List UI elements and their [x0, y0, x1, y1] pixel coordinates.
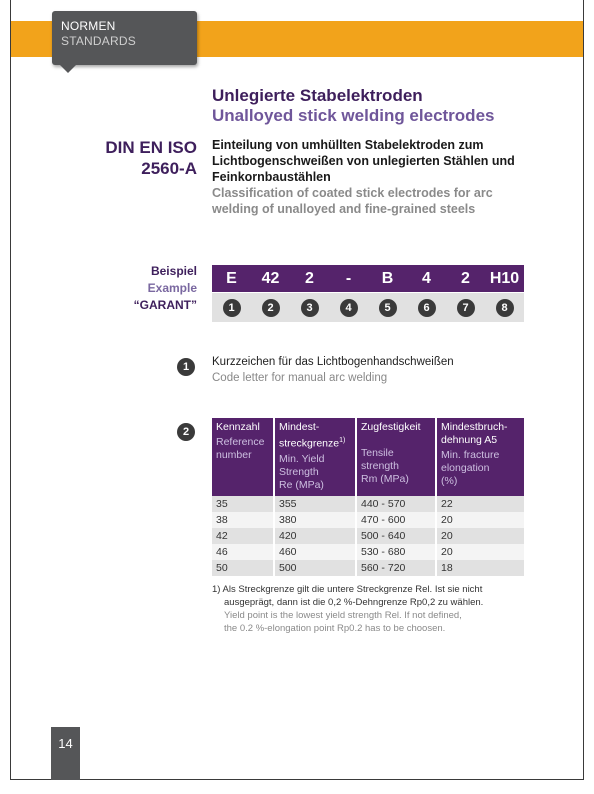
code-cell: 4 — [422, 269, 431, 287]
table-row — [212, 528, 524, 544]
table-cell: 22 — [436, 496, 524, 512]
example-product-name: “GARANT” — [133, 298, 197, 312]
section-tab-label-en: STANDARDS — [61, 34, 136, 48]
table-header-reference: Kennzahl Reference number — [212, 418, 274, 496]
table-cell: 560 - 720 — [356, 560, 436, 576]
norm-label-line2: 2560-A — [141, 159, 197, 178]
table-cell: 380 — [274, 512, 356, 528]
table-cell: 50 — [212, 560, 274, 576]
code-cell: 2 — [305, 269, 314, 287]
position-number-badge: 1 — [223, 299, 241, 317]
code-cell: 2 — [461, 269, 470, 287]
footnote-en-line2: the 0.2 %-elongation point Rp0.2 has to be choosen. — [224, 623, 446, 634]
example-label-de: Beispiel — [150, 264, 197, 278]
section-tab — [52, 11, 197, 65]
table-cell: 500 - 640 — [356, 528, 436, 544]
page-title-en: Unalloyed stick welding electrodes — [212, 106, 495, 125]
position-number-badge: 6 — [418, 299, 436, 317]
position-number-badge: 4 — [340, 299, 358, 317]
section1-text-de: Kurzzeichen für das Lichtbogenhandschweißen — [212, 356, 454, 368]
table-cell: 20 — [436, 512, 524, 528]
table-cell: 500 — [274, 560, 356, 576]
code-cell: E — [226, 269, 237, 287]
yield-strength-table — [212, 418, 524, 576]
page-title-de: Unlegierte Stabelektroden — [212, 86, 423, 105]
table-cell: 38 — [212, 512, 274, 528]
table-cell: 420 — [274, 528, 356, 544]
table-cell: 20 — [436, 528, 524, 544]
table-cell: 460 — [274, 544, 356, 560]
position-number-badge: 5 — [379, 299, 397, 317]
table-cell: 470 - 600 — [356, 512, 436, 528]
section-tab-label-de: NORMEN — [61, 19, 116, 33]
code-cell: - — [345, 269, 352, 287]
table-footnote — [212, 583, 532, 635]
table-cell: 18 — [436, 560, 524, 576]
code-cell: B — [381, 269, 394, 287]
table-cell: 530 - 680 — [356, 544, 436, 560]
classification-text-de: Einteilung von umhüllten Stabelektroden zum Lichtbogenschweißen von unlegierten Stählen und Feinkornbaustählen — [212, 138, 515, 184]
position-number-badge: 2 — [262, 299, 280, 317]
designation-code-row — [212, 265, 524, 292]
page-number: 14 — [51, 727, 80, 780]
footnote-de-line2: ausgeprägt, dann ist die 0,2 %-Dehngrenze Rp0,2 zu wählen. — [224, 597, 484, 608]
table-row — [212, 544, 524, 560]
table-cell: 46 — [212, 544, 274, 560]
table-header-tensile-strength: Zugfestigkeit Tensile strength Rm (MPa) — [356, 418, 436, 496]
table-row — [212, 496, 524, 512]
norm-label-line1: DIN EN ISO — [105, 138, 197, 157]
table-cell: 42 — [212, 528, 274, 544]
table-cell: 35 — [212, 496, 274, 512]
footnote-de-line1: 1) Als Streckgrenze gilt die untere Streckgrenze Rel. Ist sie nicht — [212, 584, 483, 595]
section-marker-2: 2 — [177, 423, 195, 441]
table-cell: 20 — [436, 544, 524, 560]
table-row — [212, 560, 524, 576]
code-cell: H10 — [489, 269, 520, 287]
footnote-en-line1: Yield point is the lowest yield strength Rel. If not defined, — [224, 610, 462, 621]
example-label-en: Example — [147, 281, 197, 295]
table-cell: 355 — [274, 496, 356, 512]
table-header-yield-strength: Mindest- streckgrenze$^{1)}$ Min. Yield Strength Re (MPa) — [274, 418, 356, 496]
table-row — [212, 512, 524, 528]
classification-text-en: Classification of coated stick electrodes for arc welding of unalloyed and fine-grained steels — [212, 186, 493, 216]
position-number-badge: 3 — [301, 299, 319, 317]
section-marker-1: 1 — [177, 358, 195, 376]
table-header-elongation: Mindestbruch- dehnung A5 Min. fracture elongation (%) — [436, 418, 524, 496]
position-number-row — [212, 293, 524, 322]
example-label — [134, 263, 197, 314]
position-number-badge: 7 — [457, 299, 475, 317]
norm-label — [105, 137, 197, 179]
position-number-badge: 8 — [496, 299, 514, 317]
code-cell: 42 — [261, 269, 280, 287]
section1-text-en: Code letter for manual arc welding — [212, 372, 388, 384]
table-cell: 440 - 570 — [356, 496, 436, 512]
